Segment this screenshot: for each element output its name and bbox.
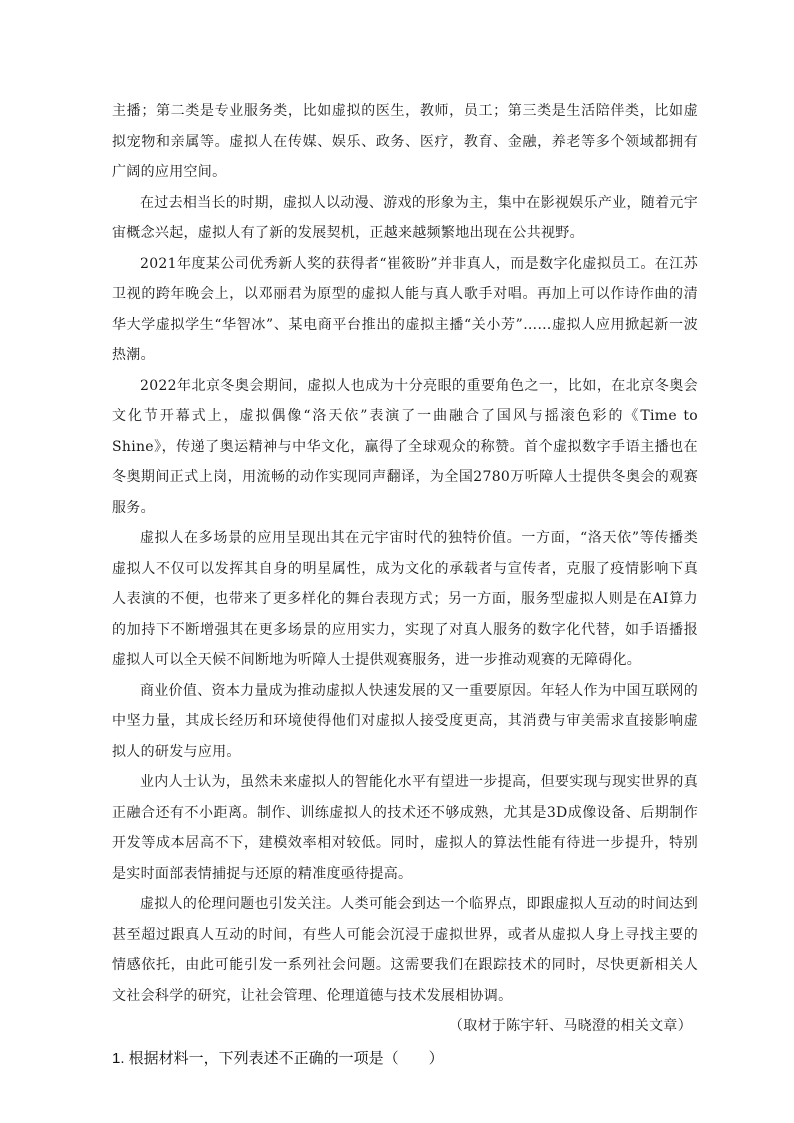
document-body bbox=[112, 96, 698, 1074]
paragraph-ethical-issues: 虚拟人的伦理问题也引发关注。人类可能会到达一个临界点，即跟虚拟人互动的时间达到甚至超过跟真人互动的时间，有些人可能会沉浸于虚拟世界，或者从虚拟人身上寻找主要的情感依托，由此可能引发一系列社会问题。这需要我们在跟踪技术的同时，尽快更新相关人文社会科学的研究，让社会管理、伦理道德与技术发展相协调。 bbox=[112, 896, 698, 1004]
paragraph-2022-winter-olympics: 2022年北京冬奥会期间，虚拟人也成为十分亮眼的重要角色之一，比如，在北京冬奥会文化节开幕式上，虚拟偶像“洛天依”表演了一曲融合了国风与摇滚色彩的《Time to Shine》，传递了奥运精神与中华文化，赢得了全球观众的称赞。首个虚拟数字手语主播也在冬奥期间正式上岗，用流畅的动作实现同声翻译，为全国2780万听障人士提供冬奥会的观赛服务。 bbox=[112, 377, 698, 516]
paragraph-unique-value: 虚拟人在多场景的应用呈现出其在元宇宙时代的独特价值。一方面，“洛天依”等传播类虚拟人不仅可以发挥其自身的明星属性，成为文化的承载者与宣传者，克服了疫情影响下真人表演的不便，也带来了更多样化的舞台表现方式；另一方面，服务型虚拟人则是在AI算力的加持下不断增强其在更多场景的应用实力，实现了对真人服务的数字化代替，如手语播报虚拟人可以全天候不间断地为听障人士提供观赛服务，进一步推动观赛的无障碍化。 bbox=[112, 530, 698, 668]
paragraph-technical-challenges: 业内人士认为，虽然未来虚拟人的智能化水平有望进一步提高，但要实现与现实世界的真正融合还有不小距离。制作、训练虚拟人的技术还不够成熟，尤其是3D成像设备、后期制作开发等成本居高不下，建模效率相对较低。同时，虚拟人的算法性能有待进一步提升，特别是实时面部表情捕捉与还原的精准度亟待提高。 bbox=[112, 774, 698, 882]
paragraph-commercial-value: 商业价值、资本力量成为推动虚拟人快速发展的又一重要原因。年轻人作为中国互联网的中坚力量，其成长经历和环境使得他们对虚拟人接受度更高，其消费与审美需求直接影响虚拟人的研发与应用。 bbox=[112, 682, 698, 760]
paragraph-2021-examples: 2021年度某公司优秀新人奖的获得者“崔筱盼”并非真人，而是数字化虚拟员工。在江苏卫视的跨年晚会上，以邓丽君为原型的虚拟人能与真人歌手对唱。再加上可以作诗作曲的清华大学虚拟学生“华智冰”、某电商平台推出的虚拟主播“关小芳”……虚拟人应用掀起新一波热潮。 bbox=[112, 255, 698, 363]
question-1: 1. 根据材料一，下列表述不正确的一项是（ ） bbox=[112, 1049, 444, 1067]
paragraph-virtual-human-categories: 主播；第二类是专业服务类，比如虚拟的医生，教师，员工；第三类是生活陪伴类，比如虚拟宠物和亲属等。虚拟人在传媒、娱乐、政务、医疗，教育、金融，养老等多个领域都拥有广阔的应用空间。 bbox=[112, 103, 698, 180]
paragraph-history: 在过去相当长的时期，虚拟人以动漫、游戏的形象为主，集中在影视娱乐产业，随着元宇宙概念兴起，虚拟人有了新的发展契机，正越来越频繁地出现在公共视野。 bbox=[112, 194, 698, 241]
source-citation: （取材于陈宇轩、马晓澄的相关文章） bbox=[448, 1018, 692, 1034]
